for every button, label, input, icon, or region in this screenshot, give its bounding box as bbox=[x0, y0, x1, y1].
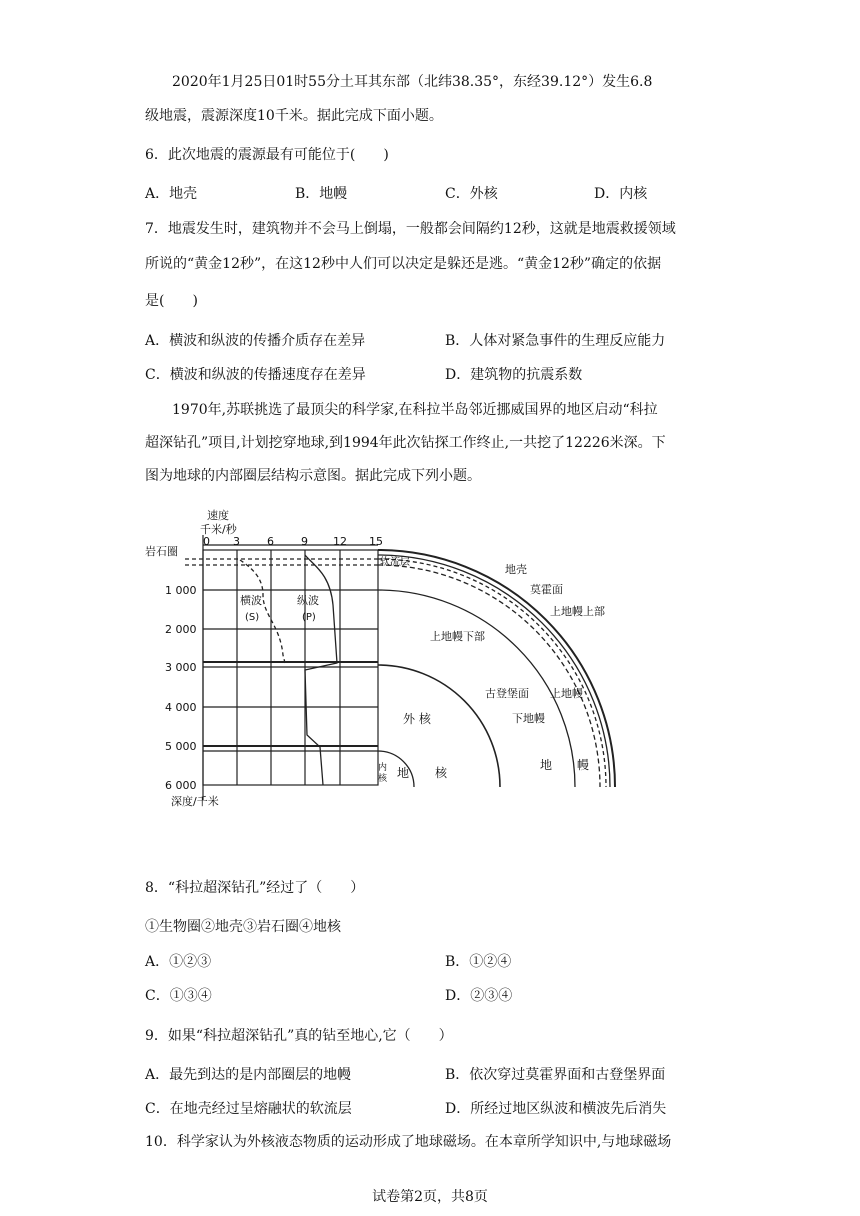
passage2-line3: 图为地球的内部圈层结构示意图。据此完成下列小题。 bbox=[145, 468, 481, 484]
q8-option-b[interactable]: B．①②④ bbox=[445, 954, 512, 970]
q6-stem: 6．此次地震的震源最有可能位于( ) bbox=[145, 147, 389, 163]
q10-stem: 10．科学家认为外核液态物质的运动形成了地球磁场。在本章所学知识中,与地球磁场 bbox=[145, 1134, 672, 1150]
page-footer: 试卷第2页，共8页 bbox=[372, 1189, 488, 1205]
speed-tick-6: 6 bbox=[267, 535, 274, 548]
earth-interior-diagram bbox=[145, 505, 635, 815]
earth-surface-arc bbox=[378, 550, 615, 787]
depth-tick-6000: 6 000 bbox=[165, 779, 197, 792]
q6-option-c[interactable]: C．外核 bbox=[445, 186, 498, 202]
upper-mantle-upper-label: 上地幔上部 bbox=[550, 605, 605, 618]
q8-items: ①生物圈②地壳③岩石圈④地核 bbox=[145, 919, 341, 935]
speed-tick-9: 9 bbox=[301, 535, 308, 548]
q6-option-b[interactable]: B．地幔 bbox=[295, 186, 348, 202]
q9-option-b[interactable]: B．依次穿过莫霍界面和古登堡界面 bbox=[445, 1067, 666, 1083]
speed-unit: 千米/秒 bbox=[200, 523, 237, 536]
depth-tick-2000: 2 000 bbox=[165, 623, 197, 636]
p-wave-label: 纵波 bbox=[297, 594, 319, 607]
q7-option-d[interactable]: D．建筑物的抗震系数 bbox=[445, 367, 583, 383]
speed-tick-15: 15 bbox=[369, 535, 383, 548]
q6-option-a[interactable]: A．地壳 bbox=[145, 186, 198, 202]
crust-label: 地壳 bbox=[505, 563, 527, 576]
depth-tick-5000: 5 000 bbox=[165, 740, 197, 753]
gutenberg-label: 古登堡面 bbox=[485, 687, 529, 700]
s-wave-code: (S) bbox=[245, 612, 260, 623]
speed-label: 速度 bbox=[207, 509, 229, 522]
core-di-label: 地 bbox=[397, 766, 410, 780]
q8-option-c[interactable]: C．①③④ bbox=[145, 988, 212, 1004]
passage1-line2: 级地震，震源深度10千米。据此完成下面小题。 bbox=[145, 108, 443, 124]
depth-tick-1000: 1 000 bbox=[165, 584, 197, 597]
q9-option-a[interactable]: A．最先到达的是内部圈层的地幔 bbox=[145, 1067, 352, 1083]
upper-mantle-label: 上地幔 bbox=[550, 687, 583, 700]
outer-core-label: 外 核 bbox=[403, 712, 431, 726]
q8-option-a[interactable]: A．①②③ bbox=[145, 954, 212, 970]
q7-stem-line2: 所说的“黄金12秒”，在这12秒中人们可以决定是躲还是逃。“黄金12秒”确定的依据 bbox=[145, 256, 662, 272]
inner-core-label-2: 核 bbox=[378, 774, 388, 784]
q8-stem: 8．“科拉超深钻孔”经过了（ ） bbox=[145, 880, 365, 896]
lower-mantle-label: 下地幔 bbox=[512, 712, 545, 725]
q6-option-d[interactable]: D．内核 bbox=[594, 186, 648, 202]
depth-tick-4000: 4 000 bbox=[165, 701, 197, 714]
s-wave-label: 横波 bbox=[240, 594, 262, 607]
speed-tick-3: 3 bbox=[233, 535, 240, 548]
moho-label: 莫霍面 bbox=[530, 583, 563, 596]
speed-tick-12: 12 bbox=[333, 535, 347, 548]
inner-core-label-1: 内 bbox=[378, 763, 388, 773]
passage2-line2: 超深钻孔”项目,计划挖穿地球,到1994年此次钻探工作终止,一共挖了12226米深。下 bbox=[145, 435, 666, 451]
passage1-line1: 2020年1月25日01时55分土耳其东部（北纬38.35°，东经39.12°）发生6.8 bbox=[172, 74, 653, 90]
q8-option-d[interactable]: D．②③④ bbox=[445, 988, 513, 1004]
core-he-label: 核 bbox=[435, 766, 448, 780]
q7-stem-line3: 是( ) bbox=[145, 293, 198, 309]
depth-label: 深度/千米 bbox=[171, 795, 219, 808]
q9-stem: 9．如果“科拉超深钻孔”真的钻至地心,它（ ） bbox=[145, 1028, 453, 1044]
mantle-man-label: 幔 bbox=[577, 758, 590, 772]
lithosphere-label: 岩石圈 bbox=[145, 545, 178, 558]
q9-option-d[interactable]: D．所经过地区纵波和横波先后消失 bbox=[445, 1101, 667, 1117]
q7-stem-line1: 7．地震发生时，建筑物并不会马上倒塌，一般都会间隔约12秒，这就是地震救援领域 bbox=[145, 221, 676, 237]
p-wave-code: (P) bbox=[302, 612, 316, 623]
speed-tick-0: 0 bbox=[203, 535, 210, 548]
upper-mantle-lower-label: 上地幔下部 bbox=[430, 630, 485, 643]
passage2-line1: 1970年,苏联挑选了最顶尖的科学家,在科拉半岛邻近挪威国界的地区启动“科拉 bbox=[172, 402, 658, 418]
asthenosphere-label: 软流层 bbox=[380, 557, 410, 568]
depth-tick-3000: 3 000 bbox=[165, 661, 197, 674]
mantle-di-label: 地 bbox=[540, 758, 553, 772]
q7-option-b[interactable]: B．人体对紧急事件的生理反应能力 bbox=[445, 333, 666, 349]
q7-option-c[interactable]: C．横波和纵波的传播速度存在差异 bbox=[145, 367, 366, 383]
q9-option-c[interactable]: C．在地壳经过呈熔融状的软流层 bbox=[145, 1101, 352, 1117]
q7-option-a[interactable]: A．横波和纵波的传播介质存在差异 bbox=[145, 333, 366, 349]
